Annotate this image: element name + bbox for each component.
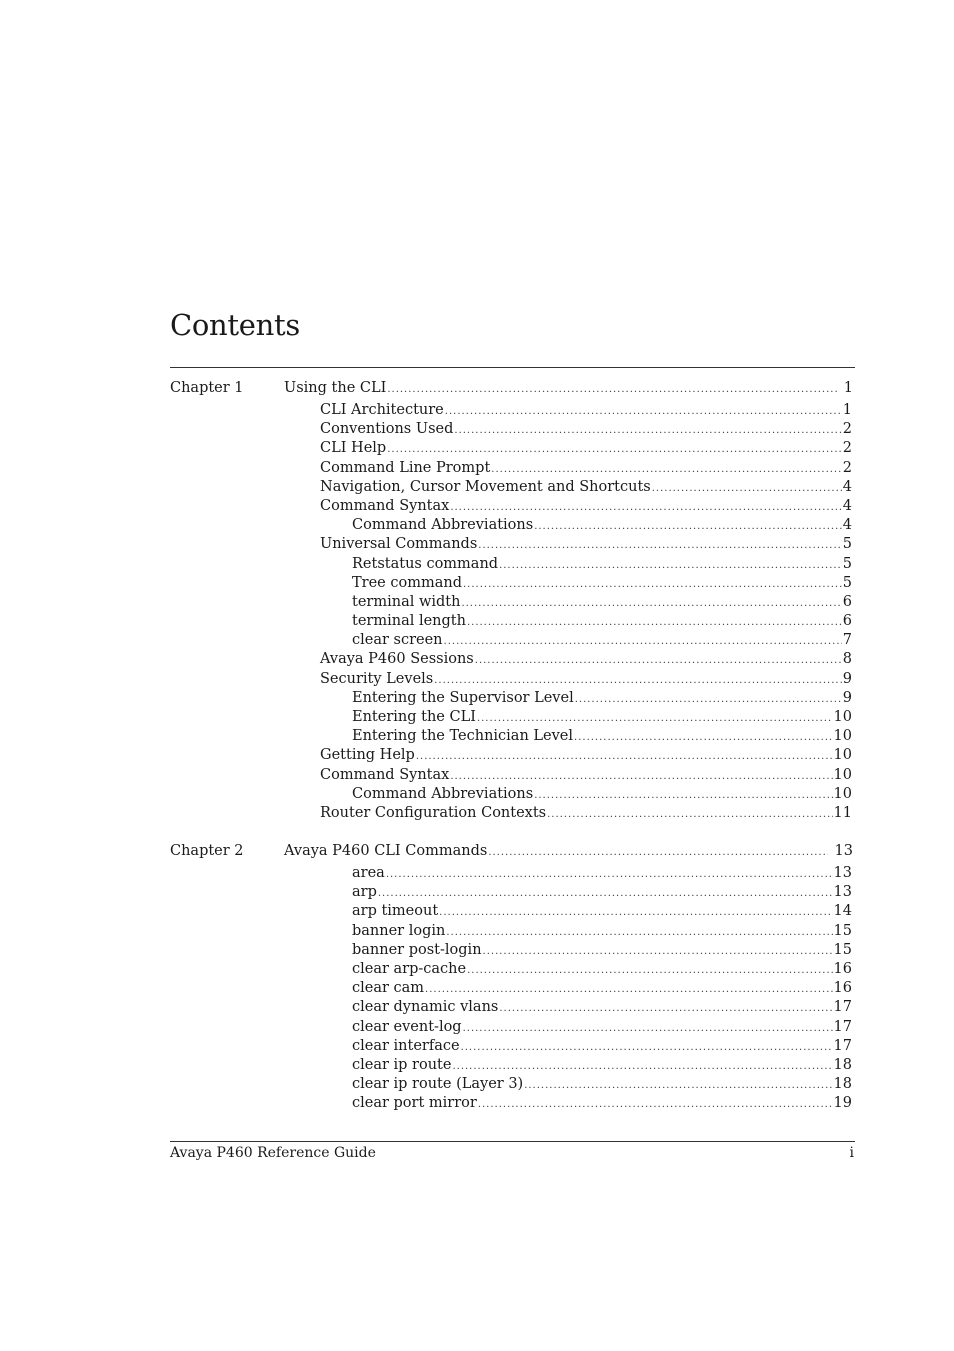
dot-leader <box>463 1019 833 1038</box>
toc-entry-title: Navigation, Cursor Movement and Shortcuts <box>320 478 651 495</box>
toc-entry[interactable] <box>352 941 852 960</box>
toc-entry[interactable] <box>352 1056 852 1075</box>
dot-leader <box>452 1057 832 1076</box>
toc-entry-title: Command Abbreviations <box>352 517 534 534</box>
toc-entry-title: banner login <box>352 922 446 939</box>
page-number: 16 <box>833 980 852 997</box>
toc-entry[interactable] <box>352 960 852 979</box>
toc-entry-title: Tree command <box>352 574 462 591</box>
footer-page-number: i <box>849 1145 854 1161</box>
chapter-label: Chapter 1 <box>170 380 244 396</box>
page-number: 8 <box>842 651 852 668</box>
toc-entry[interactable] <box>352 708 852 727</box>
toc-entry[interactable] <box>352 516 852 535</box>
toc-entry-title: Getting Help <box>320 747 415 764</box>
page-number: 15 <box>833 922 852 939</box>
toc-entry[interactable] <box>320 439 852 458</box>
dot-leader <box>478 536 842 555</box>
toc-entry[interactable] <box>320 670 852 689</box>
dot-leader <box>450 767 832 786</box>
dot-leader <box>534 786 832 805</box>
dot-leader <box>378 884 833 903</box>
dot-leader <box>478 1095 833 1114</box>
dot-leader <box>534 517 842 536</box>
dot-leader <box>387 379 836 401</box>
dot-leader <box>575 690 842 709</box>
page-number: 14 <box>833 903 852 920</box>
toc-entry[interactable] <box>352 612 852 631</box>
footer-document-title: Avaya P460 Reference Guide <box>170 1145 376 1161</box>
toc-entry[interactable] <box>352 555 852 574</box>
dot-leader <box>454 421 841 440</box>
chapter-title-link[interactable] <box>284 377 853 401</box>
toc-entry-title: Entering the Supervisor Level <box>352 689 574 706</box>
toc-entry-list <box>170 401 855 823</box>
chapter-heading <box>170 840 855 862</box>
page-number: 1 <box>842 402 852 418</box>
dot-leader <box>547 805 832 824</box>
chapter-title: Avaya P460 CLI Commands <box>284 843 488 859</box>
toc-entry[interactable] <box>352 1094 852 1113</box>
toc-entry-title: clear dynamic vlans <box>352 999 499 1016</box>
toc-entry-title: Entering the Technician Level <box>352 728 574 745</box>
toc-entry-title: clear screen <box>352 632 443 649</box>
toc-entry[interactable] <box>320 478 852 497</box>
dot-leader <box>488 842 827 864</box>
dot-leader <box>434 671 842 690</box>
page-number: 18 <box>833 1056 852 1073</box>
toc-entry-title: Security Levels <box>320 670 434 687</box>
dot-leader <box>574 728 833 747</box>
toc-entry[interactable] <box>352 727 852 746</box>
page-number: 2 <box>842 440 852 457</box>
chapter-1-section <box>170 377 855 823</box>
dot-leader <box>463 575 842 594</box>
dot-leader <box>445 402 842 421</box>
dot-leader <box>425 980 833 999</box>
toc-entry-title: Entering the CLI <box>352 709 476 725</box>
toc-entry[interactable] <box>320 497 852 516</box>
chapter-heading <box>170 377 855 399</box>
toc-entry[interactable] <box>352 785 852 804</box>
page-number: 5 <box>842 555 852 572</box>
toc-entry-title: clear event-log <box>352 1018 462 1035</box>
toc-entry[interactable] <box>352 574 852 593</box>
page-number: 15 <box>833 941 852 958</box>
chapter-label: Chapter 2 <box>170 843 244 859</box>
page-number: 17 <box>833 999 852 1016</box>
page-title: Contents <box>170 308 300 342</box>
toc-entry[interactable] <box>352 593 852 612</box>
toc-entry-title: clear cam <box>352 980 425 997</box>
toc-entry-title: Command Syntax <box>320 497 450 514</box>
dot-leader <box>483 942 833 961</box>
toc-entry-title: Retstatus command <box>352 555 499 572</box>
toc-entry-title: Command Line Prompt <box>320 459 491 476</box>
toc-entry[interactable] <box>320 804 852 823</box>
dot-leader <box>652 479 842 498</box>
chapter-title: Using the CLI <box>284 380 387 396</box>
chapter-2-section <box>170 840 855 1113</box>
toc-entry[interactable] <box>352 1075 852 1094</box>
toc-entry[interactable] <box>320 401 852 420</box>
toc-entry[interactable] <box>320 459 852 478</box>
page-number: 6 <box>842 613 852 630</box>
dot-leader <box>461 1038 833 1057</box>
page-number: 4 <box>842 517 852 534</box>
page-number: 5 <box>842 536 852 553</box>
page-number: 2 <box>842 459 852 476</box>
dot-leader <box>491 460 841 479</box>
page-number: 17 <box>833 1018 852 1035</box>
dot-leader <box>461 594 841 613</box>
dot-leader <box>416 747 833 766</box>
toc-entry-title: arp <box>352 884 377 901</box>
page-number: 9 <box>842 689 852 706</box>
page-number: 5 <box>842 574 852 591</box>
page-number: 13 <box>833 884 852 901</box>
page-number: 4 <box>842 478 852 495</box>
footer-divider <box>170 1141 855 1142</box>
page-number: 11 <box>833 804 852 821</box>
toc-entry-title: terminal width <box>352 593 461 610</box>
dot-leader <box>444 632 842 651</box>
toc-entry[interactable] <box>352 998 852 1017</box>
toc-entry-title: Avaya P460 Sessions <box>320 651 474 668</box>
dot-leader <box>386 865 833 884</box>
toc-entry[interactable] <box>352 1037 852 1056</box>
toc-entry-title: Command Syntax <box>320 766 450 783</box>
toc-entry[interactable] <box>320 420 852 439</box>
toc-entry-title: area <box>352 865 385 881</box>
toc-entry-title: arp timeout <box>352 903 439 920</box>
toc-entry-title: Command Abbreviations <box>352 785 534 802</box>
dot-leader <box>499 999 832 1018</box>
toc-entry[interactable] <box>352 689 852 708</box>
toc-entry[interactable] <box>352 979 852 998</box>
toc-entry-title: CLI Architecture <box>320 402 444 418</box>
page-number: 13 <box>834 843 853 859</box>
toc-entry-title: Router Configuration Contexts <box>320 804 547 821</box>
page-number: 10 <box>833 766 852 783</box>
toc-entry-title: clear interface <box>352 1037 460 1054</box>
dot-leader <box>499 556 842 575</box>
dot-leader <box>467 961 832 980</box>
toc-entry-title: clear arp-cache <box>352 960 467 977</box>
page-number: 19 <box>833 1095 852 1112</box>
toc-entry[interactable] <box>320 746 852 765</box>
toc-entry[interactable] <box>352 1018 852 1037</box>
page-number: 7 <box>842 632 852 649</box>
page-number: 18 <box>833 1076 852 1093</box>
page-number: 13 <box>833 865 852 881</box>
page-number: 10 <box>833 728 852 745</box>
page-number: 17 <box>833 1037 852 1054</box>
dot-leader <box>475 651 842 670</box>
dot-leader <box>450 498 841 517</box>
toc-entry[interactable] <box>320 766 852 785</box>
toc-entry-title: terminal length <box>352 613 466 630</box>
dot-leader <box>477 709 833 728</box>
dot-leader <box>524 1076 832 1095</box>
dot-leader <box>439 903 832 922</box>
chapter-title-link[interactable] <box>284 840 853 864</box>
dot-leader <box>387 440 842 459</box>
page-number: 9 <box>842 670 852 687</box>
toc-entry[interactable] <box>352 922 852 941</box>
dot-leader <box>446 923 832 942</box>
page-number: 2 <box>842 421 852 438</box>
dot-leader <box>467 613 842 632</box>
page-number: 16 <box>833 960 852 977</box>
toc-entry[interactable] <box>352 864 852 883</box>
toc-entry-title: clear port mirror <box>352 1095 477 1112</box>
page-number: 1 <box>843 380 853 396</box>
page-number: 4 <box>842 497 852 514</box>
toc-entry[interactable] <box>320 535 852 554</box>
page-number: 6 <box>842 593 852 610</box>
toc-entry[interactable] <box>352 883 852 902</box>
toc-entry-title: banner post-login <box>352 941 482 958</box>
toc-entry-title: clear ip route (Layer 3) <box>352 1076 524 1093</box>
toc-entry[interactable] <box>352 902 852 921</box>
toc-entry-title: Conventions Used <box>320 421 454 438</box>
toc-entry-title: clear ip route <box>352 1056 452 1073</box>
page-number: 10 <box>833 747 852 764</box>
toc-entry-title: CLI Help <box>320 440 387 457</box>
toc-entry[interactable] <box>352 631 852 650</box>
page-number: 10 <box>833 709 852 725</box>
toc-entry-title: Universal Commands <box>320 536 478 553</box>
toc-entry-list <box>170 864 855 1113</box>
page-number: 10 <box>833 785 852 802</box>
toc-entry[interactable] <box>320 650 852 669</box>
